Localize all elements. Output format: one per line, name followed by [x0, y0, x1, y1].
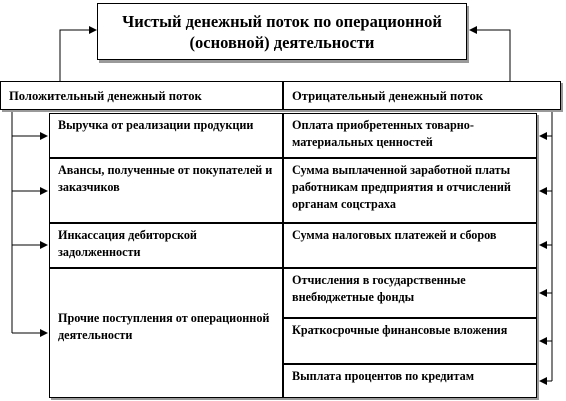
title-box: Чистый денежный поток по операционной (основной) деятельности	[97, 3, 467, 60]
negative-item-funds: Отчисления в государственные внебюджетные фонды	[283, 268, 537, 318]
arrow-left-to-title	[60, 30, 96, 81]
positive-item-advances: Авансы, полученные от покупателей и заказчиков	[49, 158, 283, 223]
positive-item-revenue: Выручка от реализации продукции	[49, 113, 283, 158]
negative-item-taxes: Сумма налоговых платежей и сборов	[283, 223, 537, 268]
negative-item-investments: Краткосрочные финансовые вложения	[283, 318, 537, 364]
negative-item-wages: Сумма выплаченной заработной платы работникам предприятия и отчислений органам соцстраха	[283, 158, 537, 223]
arrow-right-to-title	[470, 30, 510, 81]
negative-item-interest: Выплата процентов по кредитам	[283, 364, 537, 398]
negative-item-materials: Оплата приобретенных товарно-материальных ценностей	[283, 113, 537, 158]
positive-item-receivables: Инкассация дебиторской задолженности	[49, 223, 283, 268]
negative-flow-header: Отрицательный денежный поток	[283, 81, 561, 110]
positive-flow-header: Положительный денежный поток	[0, 81, 283, 110]
positive-item-other: Прочие поступления от операционной деятельности	[49, 268, 283, 398]
